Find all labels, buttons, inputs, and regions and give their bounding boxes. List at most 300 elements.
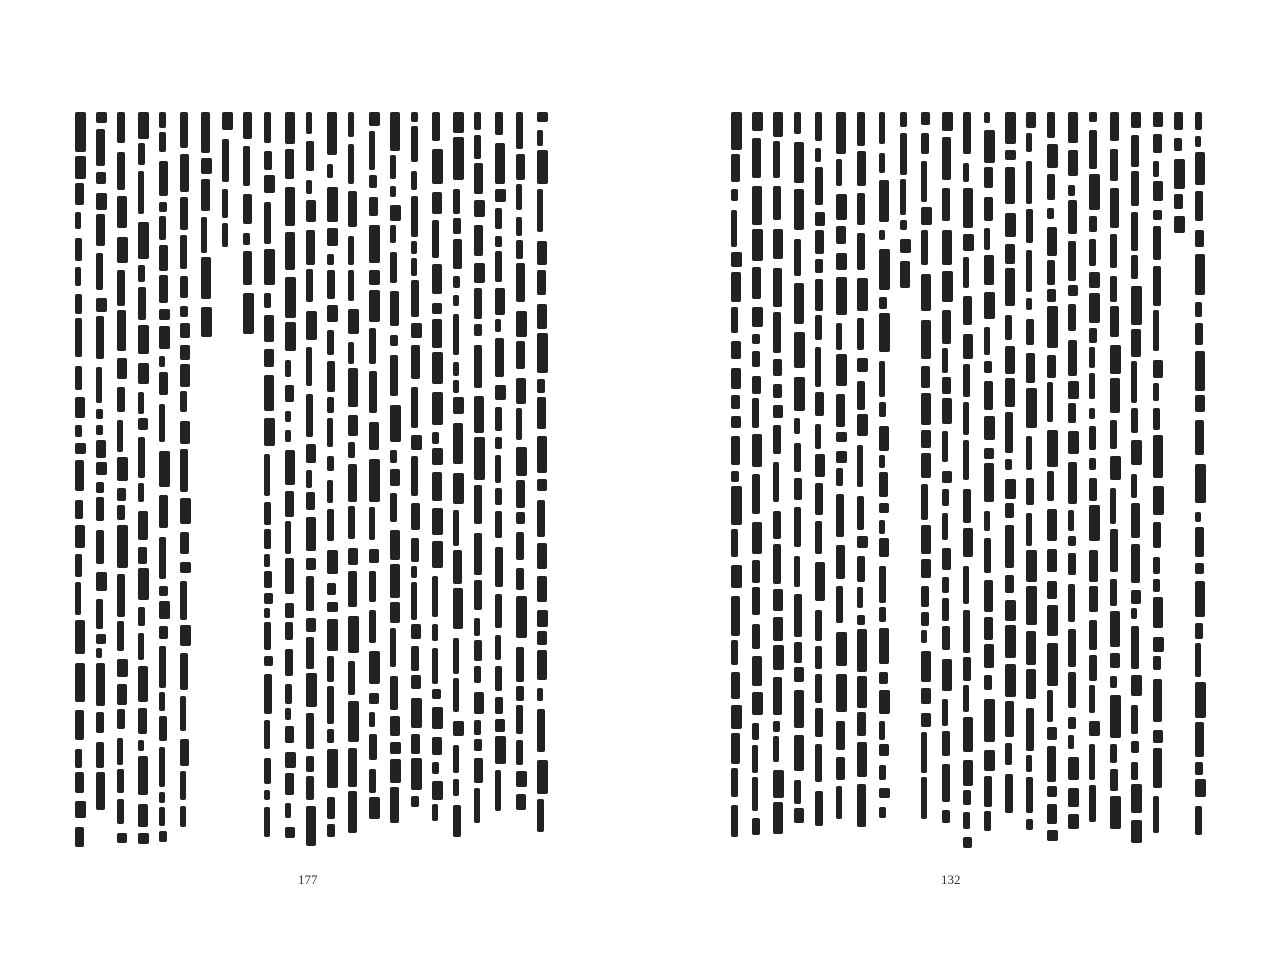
glyph-mark: [1195, 230, 1204, 247]
glyph-mark: [879, 472, 888, 497]
left-page-number: 177: [298, 872, 318, 887]
glyph-mark: [306, 713, 314, 749]
glyph-mark: [1089, 586, 1098, 612]
glyph-mark: [327, 397, 334, 413]
glyph-mark: [1153, 557, 1160, 574]
glyph-mark: [1089, 505, 1100, 541]
glyph-mark: [1089, 785, 1096, 822]
glyph-mark: [1089, 130, 1097, 169]
glyph-mark: [1195, 351, 1205, 391]
glyph-mark: [432, 541, 443, 568]
glyph-mark: [243, 146, 250, 186]
glyph-mark: [285, 411, 291, 422]
glyph-mark: [900, 112, 907, 127]
glyph-mark: [731, 705, 742, 729]
glyph-mark: [285, 112, 295, 144]
glyph-mark: [390, 493, 397, 522]
glyph-mark: [432, 303, 442, 314]
glyph-mark: [180, 498, 191, 524]
glyph-mark: [453, 805, 461, 837]
glyph-mark: [327, 228, 338, 246]
glyph-mark: [1089, 272, 1100, 288]
glyph-mark: [752, 818, 760, 835]
glyph-mark: [432, 448, 443, 465]
glyph-mark: [1195, 464, 1206, 503]
glyph-mark: [857, 496, 864, 530]
glyph-mark: [306, 558, 316, 570]
glyph-mark: [180, 154, 189, 192]
glyph-mark: [75, 397, 85, 418]
glyph-mark: [794, 142, 804, 183]
glyph-mark: [731, 307, 738, 333]
glyph-mark: [516, 596, 527, 638]
glyph-mark: [1026, 513, 1032, 546]
glyph-mark: [1026, 353, 1035, 383]
glyph-mark: [731, 395, 740, 409]
glyph-mark: [1195, 563, 1204, 574]
glyph-mark: [857, 742, 867, 777]
glyph-mark: [453, 137, 464, 180]
glyph-mark: [369, 459, 380, 502]
glyph-mark: [201, 217, 207, 253]
glyph-mark: [1089, 685, 1095, 713]
glyph-mark: [984, 228, 990, 250]
glyph-mark: [773, 141, 780, 178]
glyph-mark: [537, 709, 545, 752]
text-column: [492, 112, 508, 848]
glyph-mark: [159, 747, 165, 787]
glyph-mark: [516, 311, 527, 337]
glyph-mark: [474, 580, 482, 610]
glyph-mark: [921, 393, 931, 425]
glyph-mark: [306, 618, 316, 632]
glyph-mark: [159, 586, 168, 596]
glyph-mark: [1068, 185, 1075, 196]
glyph-mark: [495, 208, 502, 229]
glyph-mark: [942, 348, 948, 373]
glyph-mark: [432, 508, 443, 535]
glyph-mark: [879, 788, 890, 798]
glyph-mark: [327, 330, 334, 355]
glyph-mark: [516, 184, 522, 210]
glyph-mark: [159, 356, 165, 367]
glyph-mark: [815, 674, 822, 703]
glyph-mark: [1131, 212, 1138, 251]
glyph-mark: [963, 234, 974, 251]
glyph-mark: [348, 191, 357, 227]
text-column: [513, 112, 529, 848]
glyph-mark: [794, 112, 801, 134]
glyph-mark: [264, 593, 273, 604]
glyph-mark: [1195, 323, 1203, 345]
glyph-mark: [474, 739, 482, 751]
glyph-mark: [306, 394, 313, 437]
glyph-mark: [1153, 522, 1161, 548]
glyph-mark: [1089, 328, 1097, 343]
glyph-mark: [1068, 536, 1076, 546]
glyph-mark: [1005, 774, 1013, 813]
glyph-mark: [1047, 727, 1057, 740]
glyph-mark: [1131, 820, 1142, 843]
glyph-mark: [1047, 144, 1058, 168]
glyph-mark: [794, 642, 802, 663]
text-column: [960, 112, 976, 848]
glyph-mark: [879, 628, 889, 664]
glyph-mark: [1110, 695, 1121, 738]
glyph-mark: [857, 112, 865, 146]
glyph-mark: [1153, 579, 1160, 592]
glyph-mark: [327, 164, 333, 178]
glyph-mark: [1005, 459, 1012, 470]
glyph-mark: [348, 415, 358, 436]
glyph-mark: [942, 626, 950, 650]
glyph-mark: [285, 622, 293, 640]
glyph-mark: [264, 175, 275, 193]
glyph-mark: [138, 740, 144, 751]
glyph-mark: [117, 621, 124, 651]
glyph-mark: [1005, 743, 1012, 765]
glyph-mark: [1047, 509, 1057, 541]
glyph-mark: [963, 566, 969, 604]
glyph-mark: [327, 824, 335, 837]
glyph-mark: [390, 716, 400, 736]
glyph-mark: [1110, 653, 1120, 668]
glyph-mark: [306, 180, 312, 194]
glyph-mark: [264, 720, 270, 749]
glyph-mark: [921, 559, 931, 578]
glyph-mark: [138, 666, 148, 702]
glyph-mark: [369, 371, 377, 413]
glyph-mark: [495, 697, 503, 714]
glyph-mark: [731, 416, 741, 428]
glyph-mark: [369, 610, 376, 643]
glyph-mark: [75, 183, 84, 205]
glyph-mark: [1047, 227, 1057, 256]
text-column: [240, 112, 256, 848]
glyph-mark: [1153, 134, 1162, 153]
glyph-mark: [815, 212, 825, 226]
glyph-mark: [773, 677, 782, 715]
glyph-mark: [495, 112, 503, 135]
glyph-mark: [474, 485, 482, 524]
glyph-mark: [411, 280, 419, 317]
glyph-mark: [285, 322, 296, 351]
glyph-mark: [96, 316, 104, 359]
glyph-mark: [963, 685, 969, 712]
glyph-mark: [432, 576, 438, 617]
glyph-mark: [794, 478, 802, 500]
glyph-mark: [1026, 550, 1037, 582]
text-column: [261, 112, 277, 848]
glyph-mark: [96, 409, 103, 419]
glyph-mark: [942, 699, 948, 726]
glyph-mark: [411, 734, 420, 754]
glyph-mark: [1153, 266, 1161, 306]
glyph-mark: [1131, 474, 1137, 498]
glyph-mark: [857, 278, 868, 311]
glyph-mark: [117, 659, 128, 677]
glyph-mark: [159, 161, 168, 196]
glyph-mark: [495, 770, 501, 811]
text-column: [156, 112, 172, 848]
glyph-mark: [306, 576, 314, 611]
glyph-mark: [306, 444, 316, 463]
glyph-mark: [1089, 347, 1095, 368]
glyph-mark: [752, 777, 758, 811]
glyph-mark: [942, 230, 952, 265]
glyph-mark: [432, 112, 440, 141]
glyph-mark: [285, 521, 291, 554]
glyph-mark: [327, 583, 336, 595]
glyph-mark: [921, 651, 931, 682]
glyph-mark: [138, 568, 149, 600]
glyph-mark: [942, 513, 948, 540]
glyph-mark: [327, 656, 334, 682]
left-page: [0, 0, 632, 978]
glyph-mark: [815, 167, 823, 205]
glyph-mark: [731, 565, 742, 588]
glyph-mark: [963, 364, 970, 397]
glyph-mark: [1131, 440, 1142, 465]
glyph-mark: [390, 628, 396, 667]
glyph-mark: [1026, 112, 1036, 128]
glyph-mark: [879, 672, 888, 684]
glyph-mark: [1026, 819, 1033, 830]
glyph-mark: [731, 272, 741, 302]
text-column: [72, 112, 88, 848]
glyph-mark: [432, 319, 442, 348]
glyph-mark: [942, 471, 952, 483]
glyph-mark: [752, 186, 762, 225]
glyph-mark: [815, 610, 822, 641]
glyph-mark: [1047, 605, 1058, 636]
glyph-mark: [390, 564, 400, 598]
glyph-mark: [1047, 690, 1053, 722]
glyph-mark: [815, 454, 825, 477]
glyph-mark: [159, 495, 168, 528]
glyph-mark: [1005, 112, 1016, 144]
glyph-mark: [411, 387, 418, 428]
glyph-mark: [390, 469, 400, 486]
glyph-mark: [815, 562, 825, 601]
text-column: [1002, 112, 1018, 848]
glyph-mark: [815, 483, 823, 515]
text-column: [135, 112, 151, 848]
glyph-mark: [390, 112, 400, 151]
glyph-mark: [348, 309, 359, 334]
glyph-mark: [138, 418, 148, 430]
glyph-mark: [369, 712, 375, 727]
glyph-mark: [411, 538, 419, 562]
glyph-mark: [432, 392, 443, 425]
glyph-mark: [921, 453, 931, 478]
glyph-mark: [731, 341, 741, 359]
glyph-mark: [731, 252, 742, 267]
glyph-mark: [879, 503, 889, 513]
glyph-mark: [369, 571, 376, 602]
glyph-mark: [411, 171, 417, 190]
glyph-mark: [921, 230, 928, 265]
glyph-mark: [1131, 741, 1139, 753]
glyph-mark: [1131, 544, 1140, 583]
glyph-mark: [348, 236, 354, 265]
glyph-mark: [1047, 643, 1058, 686]
glyph-mark: [180, 112, 188, 148]
glyph-mark: [348, 616, 359, 653]
glyph-mark: [731, 733, 740, 764]
glyph-mark: [285, 232, 295, 270]
glyph-mark: [369, 175, 377, 188]
glyph-mark: [984, 699, 995, 742]
glyph-mark: [75, 749, 82, 768]
glyph-mark: [794, 189, 804, 230]
glyph-mark: [879, 153, 885, 173]
glyph-mark: [752, 138, 761, 178]
glyph-mark: [243, 293, 254, 334]
glyph-mark: [327, 749, 338, 788]
glyph-mark: [1153, 360, 1163, 378]
glyph-mark: [474, 692, 484, 714]
glyph-mark: [1089, 655, 1097, 681]
glyph-mark: [879, 538, 889, 557]
glyph-mark: [731, 486, 742, 525]
glyph-mark: [264, 790, 270, 800]
glyph-mark: [1047, 289, 1056, 302]
glyph-mark: [453, 276, 460, 288]
glyph-mark: [1195, 191, 1203, 221]
text-column: [534, 112, 550, 848]
glyph-mark: [1068, 340, 1077, 376]
glyph-mark: [752, 745, 758, 773]
glyph-mark: [180, 323, 190, 338]
glyph-mark: [1110, 796, 1121, 829]
glyph-mark: [815, 646, 822, 669]
glyph-mark: [222, 112, 233, 130]
glyph-mark: [1195, 762, 1203, 775]
text-column: [876, 112, 892, 848]
glyph-mark: [752, 560, 760, 583]
glyph-mark: [1110, 345, 1121, 374]
glyph-mark: [159, 692, 165, 711]
glyph-mark: [306, 806, 316, 846]
glyph-mark: [432, 689, 441, 699]
glyph-mark: [117, 525, 128, 568]
glyph-mark: [963, 528, 973, 557]
glyph-mark: [495, 666, 502, 691]
glyph-mark: [96, 497, 104, 521]
glyph-mark: [984, 197, 993, 221]
glyph-mark: [411, 675, 421, 689]
glyph-mark: [180, 581, 187, 620]
glyph-mark: [984, 448, 994, 459]
glyph-mark: [1153, 435, 1163, 478]
glyph-mark: [474, 758, 483, 783]
glyph-mark: [942, 764, 950, 802]
glyph-mark: [411, 646, 419, 671]
glyph-mark: [369, 651, 380, 684]
glyph-mark: [348, 748, 357, 787]
glyph-mark: [306, 637, 314, 669]
glyph-mark: [75, 238, 82, 261]
glyph-mark: [1047, 174, 1055, 200]
glyph-mark: [285, 773, 294, 795]
glyph-mark: [138, 833, 149, 844]
glyph-mark: [306, 347, 312, 386]
glyph-mark: [1110, 488, 1116, 524]
glyph-mark: [984, 130, 995, 163]
glyph-mark: [390, 787, 399, 823]
glyph-mark: [159, 216, 166, 240]
glyph-mark: [836, 354, 847, 386]
glyph-mark: [963, 760, 973, 786]
glyph-mark: [984, 750, 995, 771]
glyph-mark: [731, 471, 739, 482]
glyph-mark: [390, 252, 397, 283]
text-column: [812, 112, 828, 848]
glyph-mark: [369, 734, 377, 760]
glyph-mark: [1131, 135, 1139, 167]
glyph-mark: [1089, 620, 1097, 650]
glyph-mark: [1110, 378, 1120, 413]
glyph-mark: [432, 149, 443, 184]
glyph-mark: [942, 489, 949, 506]
glyph-mark: [963, 163, 969, 182]
glyph-mark: [836, 226, 846, 244]
glyph-mark: [285, 803, 291, 818]
glyph-mark: [1068, 717, 1076, 729]
glyph-mark: [731, 805, 738, 837]
text-column: [366, 112, 382, 848]
glyph-mark: [731, 529, 738, 557]
glyph-mark: [264, 529, 271, 549]
glyph-mark: [857, 233, 865, 270]
glyph-mark: [879, 690, 890, 714]
glyph-mark: [180, 345, 190, 360]
glyph-mark: [96, 742, 104, 768]
glyph-mark: [1131, 675, 1142, 696]
glyph-mark: [453, 112, 464, 133]
glyph-mark: [516, 408, 522, 440]
glyph-mark: [411, 435, 422, 450]
glyph-mark: [180, 696, 186, 731]
glyph-mark: [390, 291, 399, 326]
glyph-mark: [96, 129, 105, 166]
glyph-mark: [369, 422, 379, 450]
glyph-mark: [432, 737, 442, 755]
glyph-mark: [474, 112, 481, 130]
glyph-mark: [117, 684, 127, 705]
glyph-mark: [1005, 150, 1016, 160]
glyph-mark: [306, 311, 317, 340]
glyph-mark: [1068, 285, 1078, 296]
glyph-mark: [180, 449, 188, 492]
glyph-mark: [327, 187, 338, 222]
glyph-mark: [159, 132, 166, 152]
glyph-mark: [1110, 579, 1117, 606]
glyph-mark: [537, 150, 548, 184]
glyph-mark: [879, 249, 890, 290]
glyph-mark: [96, 214, 105, 246]
glyph-mark: [1047, 471, 1054, 501]
glyph-mark: [752, 334, 760, 344]
glyph-mark: [516, 740, 523, 765]
glyph-mark: [306, 269, 313, 302]
glyph-mark: [537, 760, 548, 794]
glyph-mark: [327, 361, 335, 392]
glyph-mark: [1047, 306, 1058, 348]
glyph-mark: [264, 622, 271, 650]
glyph-mark: [1110, 744, 1117, 763]
